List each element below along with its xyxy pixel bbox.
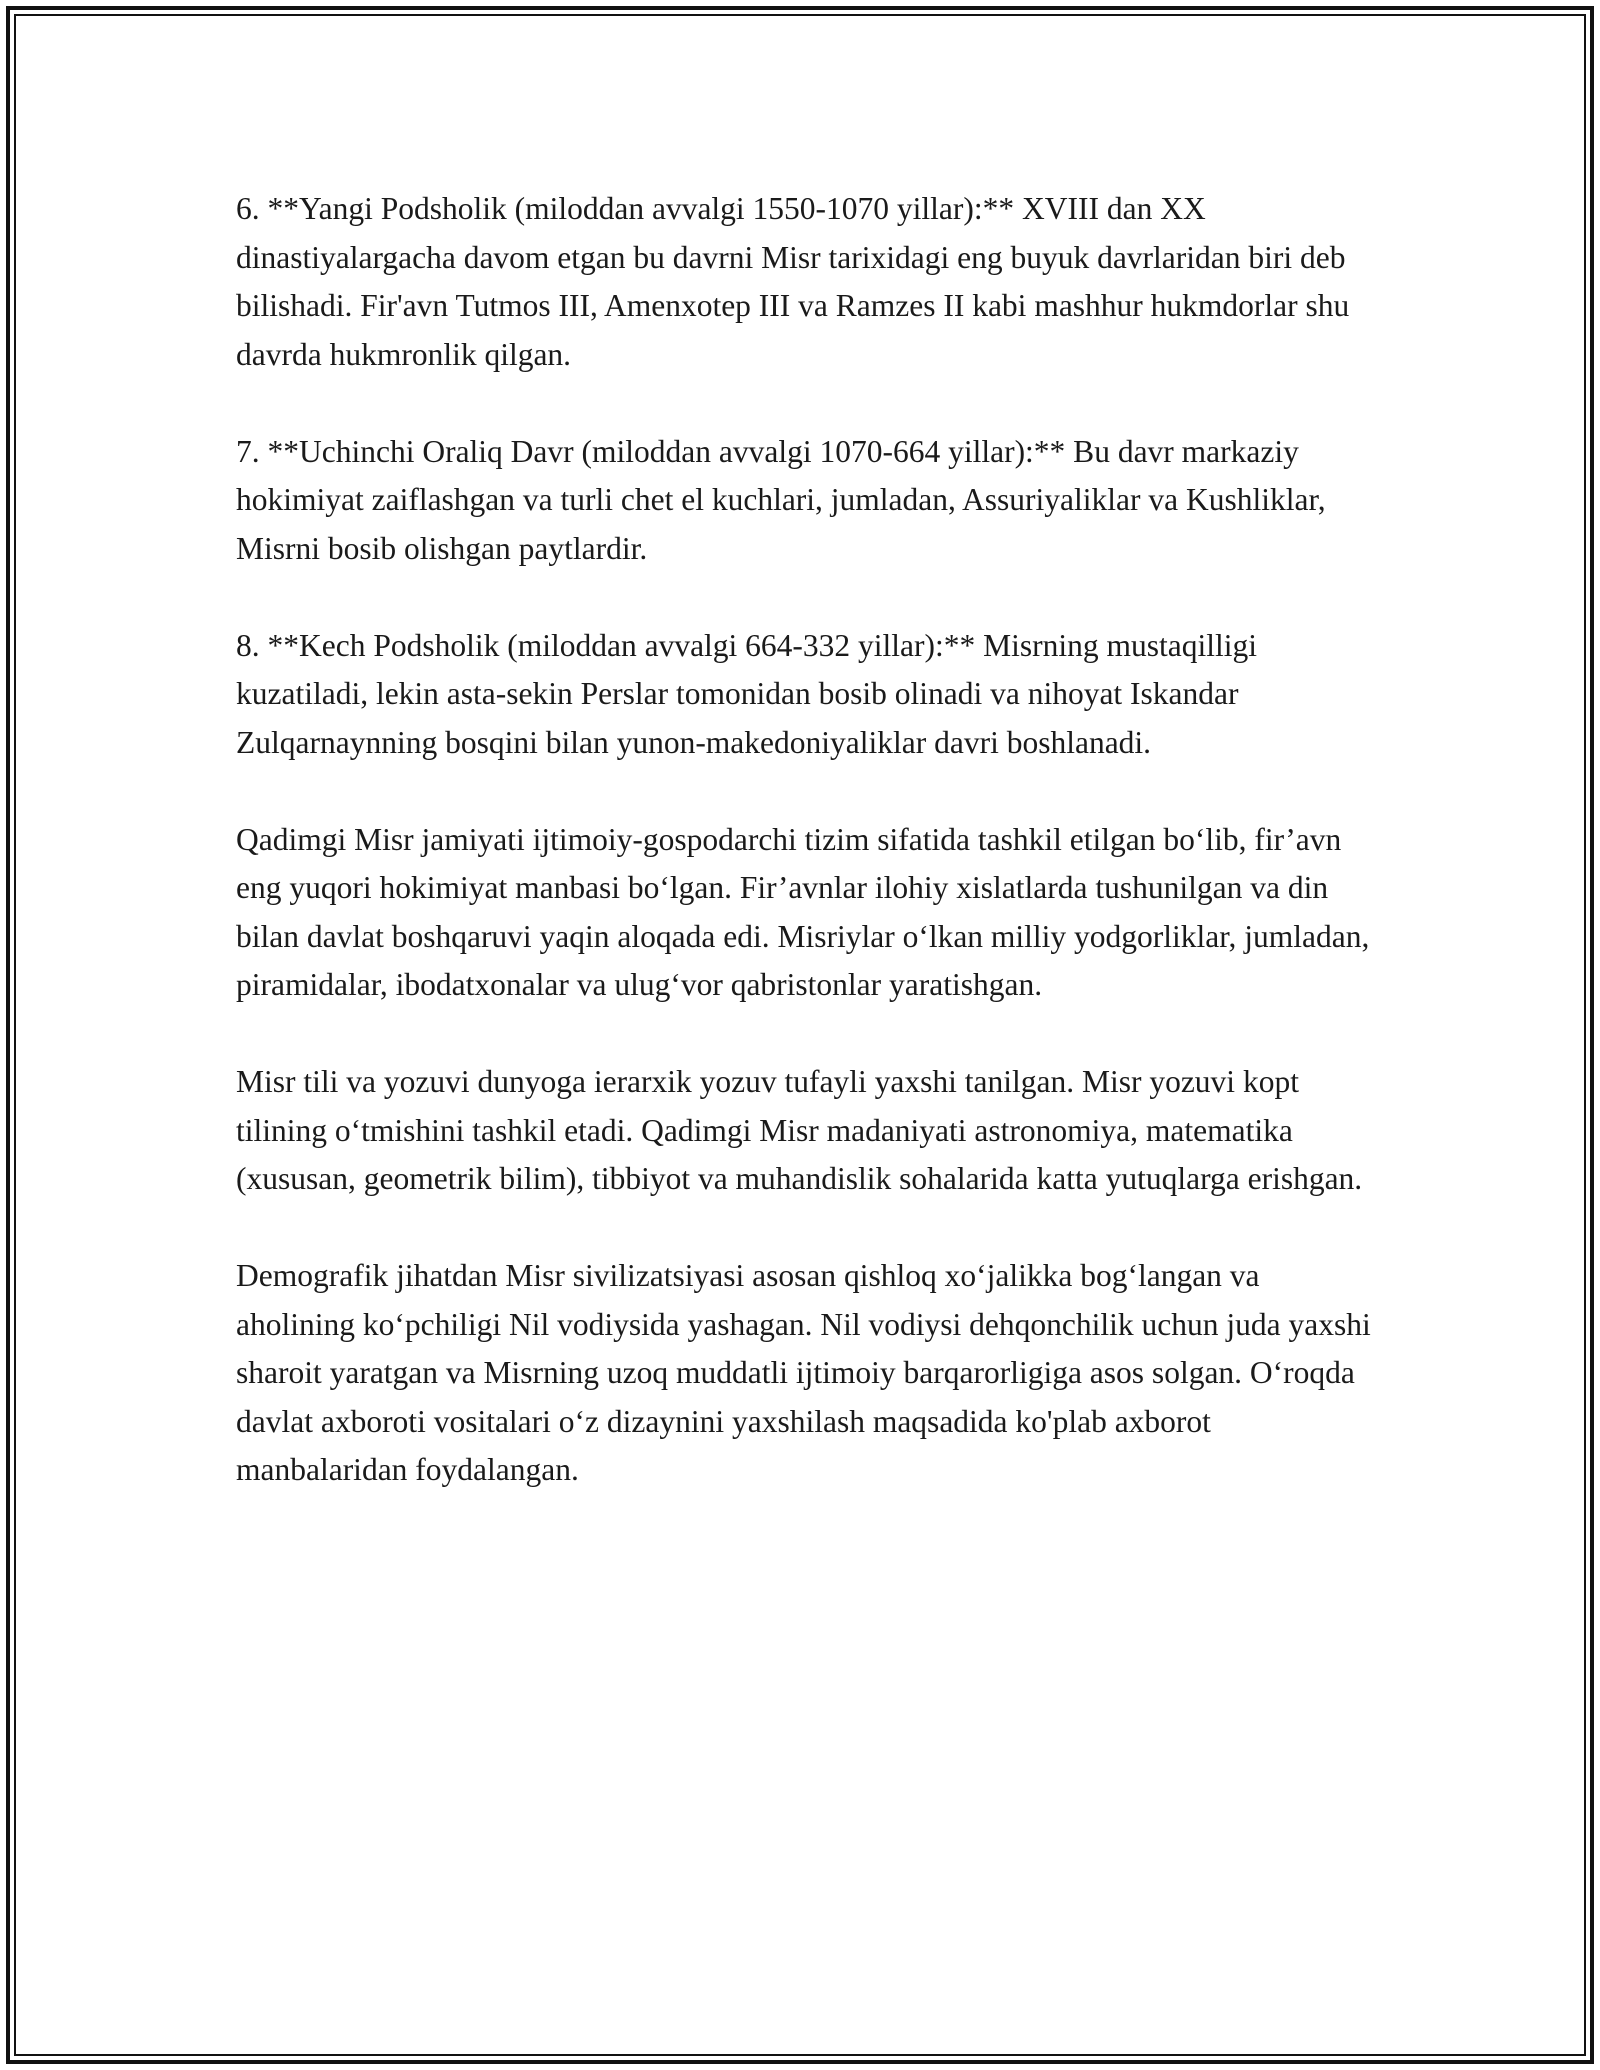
document-body	[236, 185, 1376, 1495]
paragraph-new-kingdom: 6. **Yangi Podsholik (miloddan avvalgi 1550-1070 yillar):** XVIII dan XX dinastiyalargacha davom etgan bu davrni Misr tarixidagi eng buyuk davrlaridan biri deb bilishadi. Fir'avn Tutmos III, Amenxotep III va Ramzes II kabi mashhur hukmdorlar shu davrda hukmronlik qilgan.	[236, 191, 1350, 372]
paragraph-language-writing: Misr tili va yozuvi dunyoga ierarxik yozuv tufayli yaxshi tanilgan. Misr yozuvi kopt tilining o‘tmishini tashkil etadi. Qadimgi Misr madaniyati astronomiya, matematika (xususan, geometrik bilim), tibbiyot va muhandislik sohalarida katta yutuqlarga erishgan.	[236, 1064, 1363, 1196]
paragraph-society: Qadimgi Misr jamiyati ijtimoiy-gospodarchi tizim sifatida tashkil etilgan bo‘lib, fir’avn eng yuqori hokimiyat manbasi bo‘lgan. Fir’avnlar ilohiy xislatlarda tushunilgan va din bilan davlat boshqaruvi yaqin aloqada edi. Misriylar o‘lkan milliy yodgorliklar, jumladan, piramidalar, ibodatxonalar va ulug‘vor qabristonlar yaratishgan.	[236, 821, 1370, 1002]
paragraph-late-period: 8. **Kech Podsholik (miloddan avvalgi 664-332 yillar):** Misrning mustaqilligi kuzatiladi, lekin asta-sekin Perslar tomonidan bosib olinadi va nihoyat Iskandar Zulqarnaynning bosqini bilan yunon-makedoniyaliklar davri boshlanadi.	[236, 627, 1258, 760]
paragraph-demography: Demografik jihatdan Misr sivilizatsiyasi asosan qishloq xo‘jalikka bog‘langan va aholining ko‘pchiligi Nil vodiysida yashagan. Nil vodiysi dehqonchilik uchun juda yaxshi sharoit yaratgan va Misrning uzoq muddatli ijtimoiy barqarorligiga asos solgan. O‘roqda davlat axboroti vositalari o‘z dizaynini yaxshilash maqsadida ko'plab axborot manbalaridan foydalangan.	[236, 1258, 1371, 1487]
paragraph-third-intermediate-period: 7. **Uchinchi Oraliq Davr (miloddan avvalgi 1070-664 yillar):** Bu davr markaziy hokimiyat zaiflashgan va turli chet el kuchlari, jumladan, Assuriyaliklar va Kushliklar, Misrni bosib olishgan paytlardir.	[236, 433, 1326, 566]
